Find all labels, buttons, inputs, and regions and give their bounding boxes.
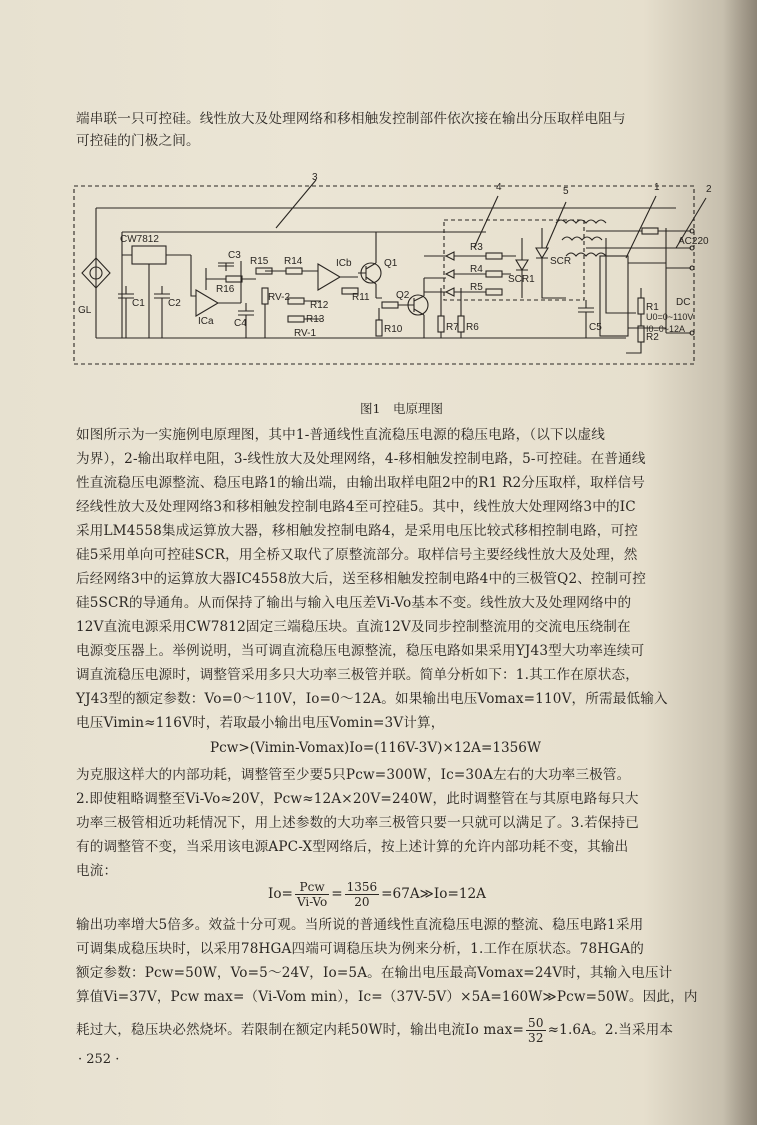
body-line: 硅5采用单向可控硅SCR，用全桥又取代了原整流部分。取样信号主要经线性放大及处理，然: [76, 547, 638, 563]
body3-line: 可调集成稳压块时，以采用78HGA四端可调稳压块为例来分析，1.工作在原状态。78HGA的: [76, 941, 644, 957]
body3-line: 输出功率增大5倍多。效益十分可观。当所说的普通线性直流稳压电源的整流、稳压电路1采用: [76, 917, 644, 933]
fraction-denominator: 20: [354, 895, 370, 909]
body-line: 经线性放大及处理网络3和移相触发控制电路4至可控硅5。其中，线性放大处理网络3中的IC: [76, 499, 636, 515]
scr-1: [516, 260, 528, 270]
body-line: 12V直流电源采用CW7812固定三端稳压块。直流12V及同步控制整流用的交流电压绕制在: [76, 619, 631, 635]
label-c5: C5: [589, 322, 602, 333]
label-rv2: RV-2: [268, 292, 291, 303]
body2-line: 功率三极管相近功耗情况下，用上述参数的大功率三极管只要一只就可以满足了。3.若保持已: [76, 815, 640, 831]
label-q2: Q2: [396, 290, 410, 301]
label-r15: R15: [250, 256, 269, 267]
transformer-winding-2: [562, 237, 602, 240]
body2-line: 为克服这样大的内部功耗，调整管至少要5只Pcw=300W，Ic=30A左右的大功率三极管。: [76, 767, 631, 783]
body3-line-last: [76, 1016, 673, 1045]
label-r10: R10: [384, 324, 403, 335]
body2-line: 2.即使粗略调整至Vi-Vo≈20V，Pcw≈12A×20V=240W，此时调整管在与其原电路每只大: [76, 791, 639, 807]
equation-2: [268, 880, 486, 909]
label-c1: C1: [132, 298, 145, 309]
label-q1: Q1: [384, 258, 398, 269]
dashed-boundary-1: [74, 186, 694, 364]
label-n2: 2: [706, 184, 712, 195]
label-r14: R14: [284, 256, 303, 267]
label-r7: R7: [446, 322, 459, 333]
body-line: 电源变压器上。举例说明，当可调直流稳压电源整流，稳压电路如果采用YJ43型大功率连续可: [76, 643, 645, 659]
body-line: 采用LM4558集成运算放大器，移相触发控制电路4，是采用电压比较式移相控制电路，可控: [76, 523, 639, 539]
label-dc: DC: [676, 297, 691, 308]
label-ac220: AC220: [678, 236, 709, 247]
body-line: 调直流稳压电源时，调整管采用多只大功率三极管并联。简单分析如下：1.其工作在原状态，: [76, 667, 640, 683]
intro-line-2: 可控硅的门极之间。: [76, 133, 200, 149]
label-n4: 4: [496, 182, 502, 193]
label-r16: R16: [216, 284, 235, 295]
page-number: · 252 ·: [78, 1052, 120, 1067]
label-r1: R1: [646, 302, 659, 313]
label-scr1: SCR1: [508, 274, 535, 285]
eq2-equals: =: [331, 886, 343, 902]
label-r12: R12: [310, 300, 329, 311]
label-uo: U0=0~110V: [646, 312, 694, 322]
intro-line-1: 端串联一只可控硅。线性放大及处理网络和移相触发控制部件依次接在输出分压取样电阻与: [76, 111, 626, 127]
fraction-numerator: 1356: [346, 880, 378, 894]
label-c4: C4: [234, 318, 247, 329]
body-line: 硅5SCR的导通角。从而保持了输出与输入电压差Vi-Vo基本不变。线性放大及处理网络中的: [76, 595, 632, 611]
label-ica: ICa: [198, 316, 214, 327]
fraction-denominator: Vi-Vo: [296, 895, 328, 909]
body-line: 为界），2-输出取样电阻，3-线性放大及处理网络，4-移相触发控制电路，5-可控硅。在普通线: [76, 451, 646, 467]
label-r5: R5: [470, 282, 483, 293]
eq2-lhs: Io=: [268, 886, 293, 902]
fraction-1356-over-20: [345, 880, 380, 909]
label-c3: C3: [228, 250, 241, 261]
label-r6: R6: [466, 322, 479, 333]
body3-line: 算值Vi=37V，Pcw max=（Vi-Vom min），Ic=（37V-5V）×5A=160W≫Pcw=50W。因此，内: [76, 989, 698, 1005]
label-n1: 1: [654, 182, 660, 193]
body-line: 后经网络3中的运算放大器IC4558放大后，送至移相触发控制电路4中的三极管Q2、控制可控: [76, 571, 646, 587]
label-r3: R3: [470, 242, 483, 253]
page-edge-shadow: [723, 0, 757, 1125]
label-n3: 3: [312, 172, 318, 183]
body3-line-tail: ≈1.6A。2.当采用本: [547, 1022, 674, 1038]
fraction-numerator: Pcw: [295, 880, 329, 895]
body3-line-text: 耗过大，稳压块必然烧坏。若限制在额定内耗50W时，输出电流Io max=: [76, 1022, 525, 1038]
opamp-ica: [196, 290, 218, 316]
regulator-block: [132, 246, 166, 264]
label-icb: ICb: [336, 258, 352, 269]
fraction-p-over-v: [295, 880, 329, 909]
resistor-r1: [638, 298, 644, 314]
label-io: I0=0~12A: [646, 324, 686, 334]
body2-line: 有的调整管不变，当采用该电源APC-X型网络后，按上述计算的允许内部功耗不变，其输出: [76, 839, 629, 855]
body2-line: 电流：: [76, 863, 118, 879]
transformer-winding-1: [556, 220, 606, 223]
label-scr2: SCR: [550, 256, 572, 267]
label-n5: 5: [563, 186, 569, 197]
body3-line: 额定参数：Pcw=50W，Vo=5～24V，Io=5A。在输出电压最高Vomax=24V时，其输入电压计: [76, 965, 673, 981]
body-line: 性直流稳压电源整流、稳压电路1的输出端，由输出取样电阻2中的R1 R2分压取样，取样信号: [76, 475, 645, 491]
fraction-50-over-32: [526, 1016, 546, 1045]
label-cw7812: CW7812: [120, 234, 159, 245]
body-line: 电压Vimin≈116V时，若取最小输出电压Vomin=3V计算，: [76, 715, 445, 731]
fraction-numerator: 50: [528, 1016, 544, 1030]
eq2-rhs: =67A≫Io=12A: [381, 886, 486, 902]
body-line: 如图所示为一实施例电原理图，其中1-普通线性直流稳压电源的稳压电路，（以下以虚线: [76, 427, 606, 443]
label-r11: R11: [352, 292, 370, 303]
circuit-diagram: [66, 168, 716, 394]
fraction-denominator: 32: [528, 1031, 544, 1045]
equation-1: Pcw>(Vimin-Vomax)Io=(116V-3V)×12A=1356W: [210, 740, 541, 756]
label-gl: GL: [78, 305, 92, 316]
label-c2: C2: [168, 298, 181, 309]
label-r4: R4: [470, 264, 483, 275]
label-r2: R2: [646, 332, 659, 343]
label-r13: R13: [306, 314, 325, 325]
body-line: YJ43型的额定参数：Vo=0～110V，Io=0～12A。如果输出电压Vomax=110V，所需最低输入: [76, 691, 668, 707]
scr-2: [536, 248, 548, 258]
figure-caption: 图1 电原理图: [360, 401, 443, 416]
bridge-block: [600, 256, 628, 336]
label-rv1: RV-1: [294, 328, 317, 339]
